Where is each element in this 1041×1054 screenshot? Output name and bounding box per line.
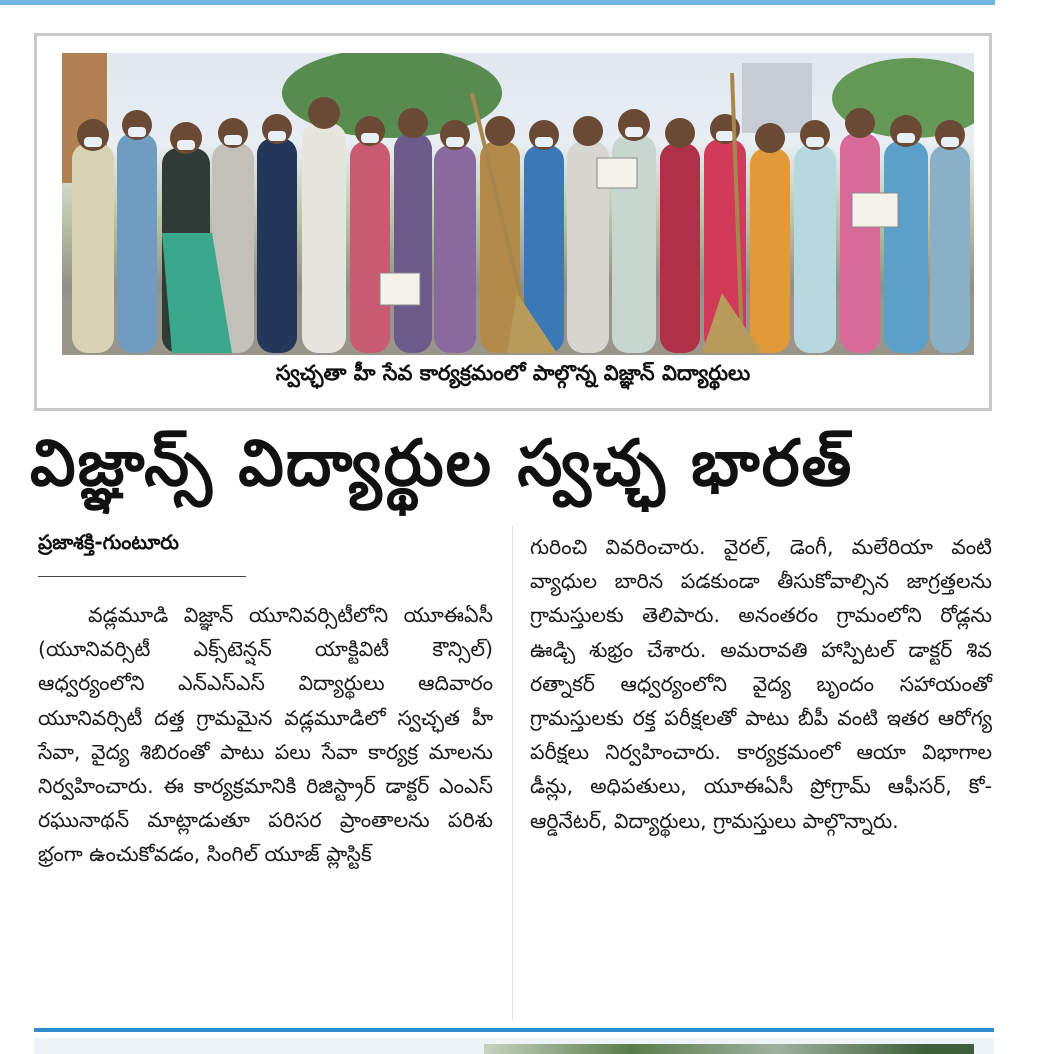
news-photo	[62, 53, 974, 355]
dateline-rule	[38, 576, 246, 577]
photo-frame	[34, 33, 992, 411]
article-column-right	[530, 530, 992, 838]
group-photo-illustration	[62, 53, 974, 355]
article-column-left	[38, 598, 493, 872]
article-paragraph: గురించి వివరించారు. వైరల్, డెంగీ, మలేరియా వంటి వ్యాధుల బారిన పడకుండా తీసుకోవాల్సిన జాగ్రత్తలను గ్రామస్తులకు తెలిపారు. అనంతరం గ్రామంలోని రోడ్లను ఊడ్చి శుభ్రం చేశారు. అమరావతి హాస్పిటల్ డాక్టర్ శివ రత్నాకర్ ఆధ్వర్యంలోని వైద్య బృందం సహాయంతో గ్రామస్తులకు రక్త పరీక్షలతో పాటు బీపీ వంటి ఇతర ఆరోగ్య పరీక్షలు నిర్వహించారు. కార్యక్రమంలో ఆయా విభాగాల డీన్లు, అధిపతులు, యూఈఏసీ ప్రోగ్రామ్ ఆఫీసర్, కో-ఆర్డినేటర్, విద్యార్థులు, గ్రామస్తులు పాల్గొన్నారు.	[530, 535, 992, 833]
article-headline: విజ్ఞాన్స్ విద్యార్థుల స్వచ్ఛ భారత్	[30, 427, 854, 501]
column-divider	[512, 525, 513, 1020]
photo-caption: స్వచ్ఛతా హీ సేవ కార్యక్రమంలో పాల్గొన్న విజ్ఞాన్ విద్యార్థులు	[275, 361, 751, 385]
dateline: ప్రజాశక్తి-గుంటూరు	[38, 530, 179, 554]
article-paragraph: వడ్లమూడి విజ్ఞాన్ యూనివర్సిటీలోని యూఈఏసీ (యూనివర్సిటీ ఎక్స్‌టెన్షన్ యాక్టివిటీ కౌన్సిల్) ఆధ్వర్యంలోని ఎన్‌ఎస్‌ఎస్ విద్యార్థులు ఆదివారం యూనివర్సిటీ దత్త గ్రామమైన వడ్లమూడిలో స్వచ్ఛత హీ సేవా, వైద్య శిబిరంతో పాటు పలు సేవా కార్యక్ర మాలను నిర్వహించారు. ఈ కార్యక్రమానికి రిజిస్ట్రార్ డాక్టర్ ఎంఎస్ రఘునాథన్ మాట్లాడుతూ పరిసర ప్రాంతాలను పరిశు భ్రంగా ఉంచుకోవడం, సింగిల్ యూజ్ ప్లాస్టిక్	[38, 603, 493, 867]
bottom-rule	[34, 1028, 994, 1032]
top-rule	[0, 0, 995, 5]
next-article-photo-edge	[484, 1044, 974, 1054]
